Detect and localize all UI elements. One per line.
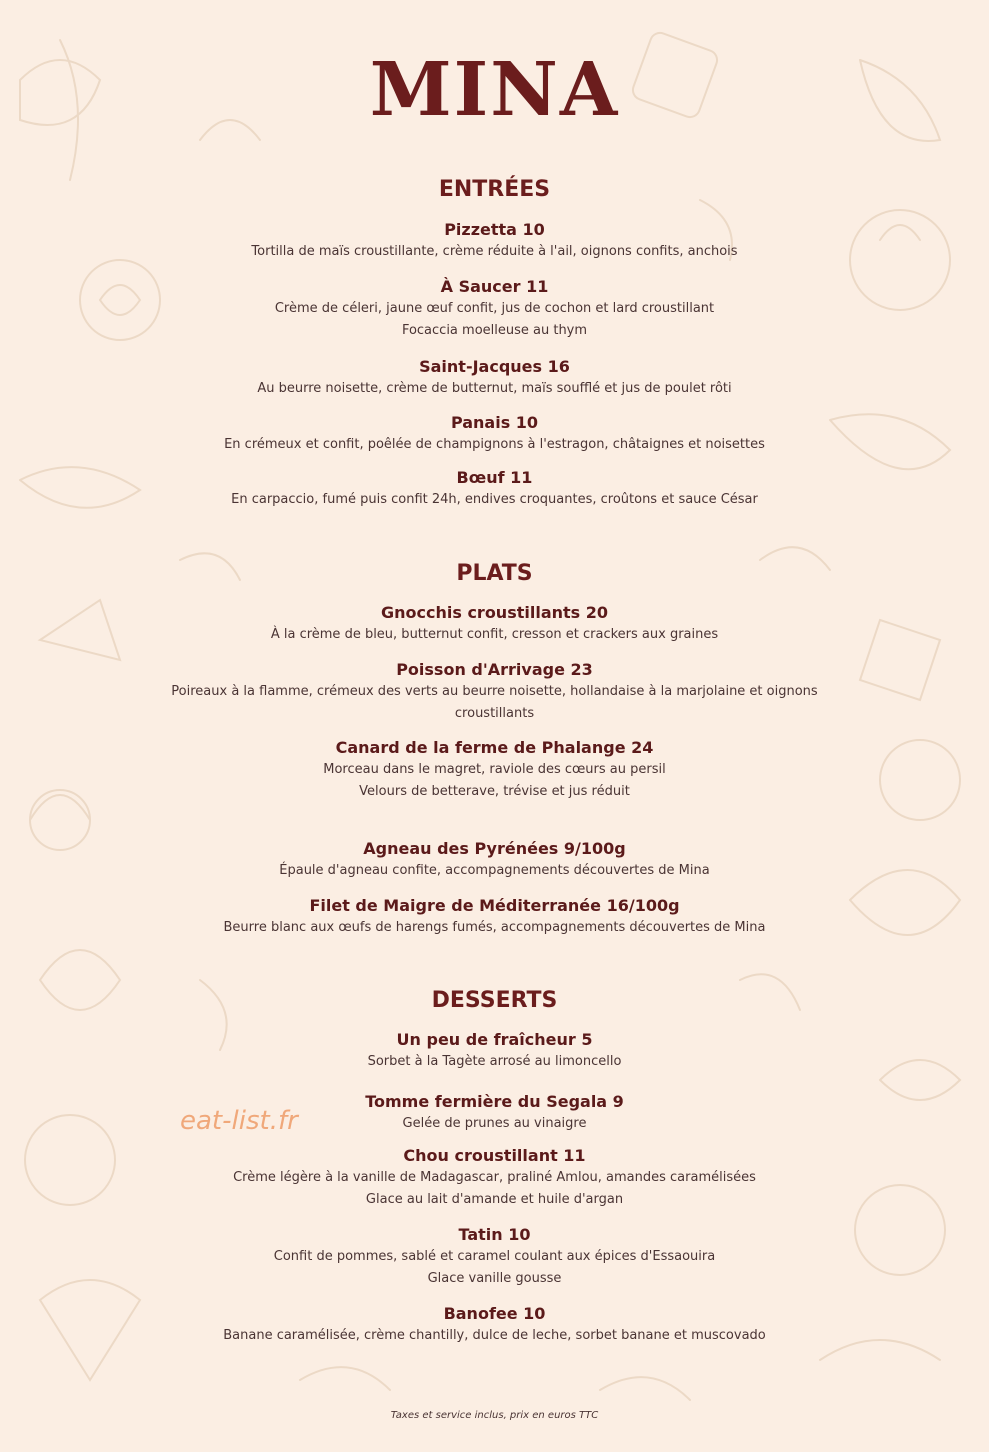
item-description: Poireaux à la flamme, crémeux des verts au beurre noisette, hollandaise à la marjolaine et oignons — [171, 684, 818, 699]
item-name: Agneau des Pyrénées 9/100g — [363, 839, 626, 858]
restaurant-logo: MINA — [369, 47, 620, 133]
item-description: Sorbet à la Tagète arrosé au limoncello — [367, 1054, 622, 1069]
menu-item-tatin — [140, 1224, 849, 1290]
item-description: Crème de céleri, jaune œuf confit, jus de cochon et lard croustillant — [274, 301, 715, 316]
item-description: Beurre blanc aux œufs de harengs fumés, accompagnements découvertes de Mina — [223, 920, 766, 935]
item-name: Filet de Maigre de Méditerranée 16/100g — [309, 896, 680, 915]
menu-item-filet-de-maigre — [140, 895, 849, 939]
item-name: Panais 10 — [450, 413, 539, 432]
menu-item-saint-jacques — [140, 356, 849, 400]
item-name: Saint-Jacques 16 — [419, 357, 570, 376]
section-title-entrees: ENTRÉES — [438, 177, 551, 202]
item-description: Focaccia moelleuse au thym — [401, 323, 588, 338]
item-description: Épaule d'agneau confite, accompagnements découvertes de Mina — [279, 863, 710, 878]
menu-item-panais — [140, 412, 849, 456]
item-name: Gnocchis croustillants 20 — [380, 603, 609, 622]
item-description: Crème légère à la vanille de Madagascar, praliné Amlou, amandes caramélisées — [233, 1170, 756, 1185]
item-description: En carpaccio, fumé puis confit 24h, endives croquantes, croûtons et sauce César — [231, 492, 758, 507]
menu-item-un-peu-de-fraicheur — [140, 1029, 849, 1073]
item-name: Bœuf 11 — [456, 468, 533, 487]
item-description: Au beurre noisette, crème de butternut, maïs soufflé et jus de poulet rôti — [257, 381, 732, 396]
item-description: Glace au lait d'amande et huile d'argan — [365, 1192, 624, 1207]
menu-item-banofee — [140, 1303, 849, 1347]
item-name: Pizzetta 10 — [444, 220, 545, 239]
menu-item-agneau — [140, 838, 849, 882]
menu-item-boeuf — [140, 467, 849, 511]
item-name: À Saucer 11 — [440, 277, 549, 296]
item-name: Tatin 10 — [458, 1225, 531, 1244]
item-description: À la crème de bleu, butternut confit, cresson et crackers aux graines — [270, 627, 719, 642]
menu-item-chou-croustillant — [140, 1145, 849, 1211]
item-description: Gelée de prunes au vinaigre — [402, 1116, 587, 1131]
item-name: Tomme fermière du Segala 9 — [365, 1092, 624, 1111]
section-title-plats: PLATS — [456, 561, 533, 586]
item-name: Banofee 10 — [443, 1304, 546, 1323]
watermark: eat-list.fr — [180, 1106, 298, 1136]
item-description: Tortilla de maïs croustillante, crème réduite à l'ail, oignons confits, anchois — [251, 244, 738, 259]
footer-note: Taxes et service inclus, prix en euros TTC — [390, 1410, 599, 1421]
menu-item-gnocchis — [140, 602, 849, 646]
item-description: Glace vanille gousse — [427, 1271, 562, 1286]
section-title-desserts: DESSERTS — [431, 988, 558, 1013]
menu-item-a-saucer — [140, 276, 849, 342]
menu-item-poisson — [110, 659, 879, 725]
item-description: Morceau dans le magret, raviole des cœurs au persil — [323, 762, 666, 777]
item-name: Chou croustillant 11 — [403, 1146, 586, 1165]
item-description: Banane caramélisée, crème chantilly, dulce de leche, sorbet banane et muscovado — [223, 1328, 766, 1343]
menu-item-pizzetta — [140, 219, 849, 263]
menu-item-canard — [140, 737, 849, 803]
item-name: Un peu de fraîcheur 5 — [396, 1030, 593, 1049]
item-description: En crémeux et confit, poêlée de champignons à l'estragon, châtaignes et noisettes — [224, 437, 765, 452]
item-name: Canard de la ferme de Phalange 24 — [335, 738, 654, 757]
item-description: Confit de pommes, sablé et caramel coulant aux épices d'Essaouira — [273, 1249, 716, 1264]
item-description: croustillants — [454, 706, 535, 721]
item-description: Velours de betterave, trévise et jus réduit — [359, 784, 630, 799]
item-name: Poisson d'Arrivage 23 — [396, 660, 593, 679]
